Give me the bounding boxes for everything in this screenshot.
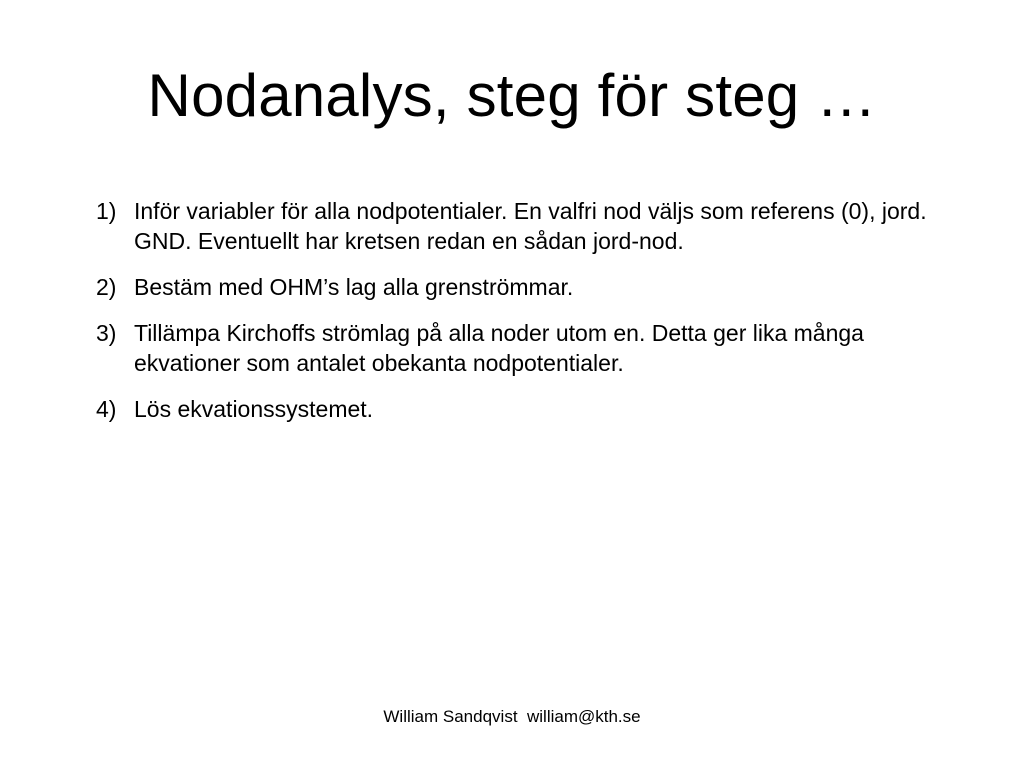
step-text: Bestäm med OHM’s lag alla grenströmmar.	[134, 274, 574, 300]
step-item	[96, 272, 936, 302]
step-item	[96, 318, 936, 378]
slide-footer: William Sandqvist william@kth.se	[383, 707, 641, 726]
step-text: Tillämpa Kirchoffs strömlag på alla noder utom en. Detta ger lika många ekvationer som antalet obekanta nodpotentialer.	[134, 320, 864, 376]
step-number: 2)	[96, 274, 117, 300]
step-text: Inför variabler för alla nodpotentialer. En valfri nod väljs som referens (0), jord. GND. Eventuellt har kretsen redan en sådan jord-nod.	[134, 198, 927, 254]
step-number: 4)	[96, 396, 117, 422]
step-item	[96, 196, 936, 256]
step-number: 1)	[96, 198, 117, 224]
step-item	[96, 394, 936, 424]
slide-title: Nodanalys, steg för steg …	[147, 62, 877, 129]
step-number: 3)	[96, 320, 117, 346]
steps-list	[96, 196, 936, 440]
step-text: Lös ekvationssystemet.	[134, 396, 374, 422]
